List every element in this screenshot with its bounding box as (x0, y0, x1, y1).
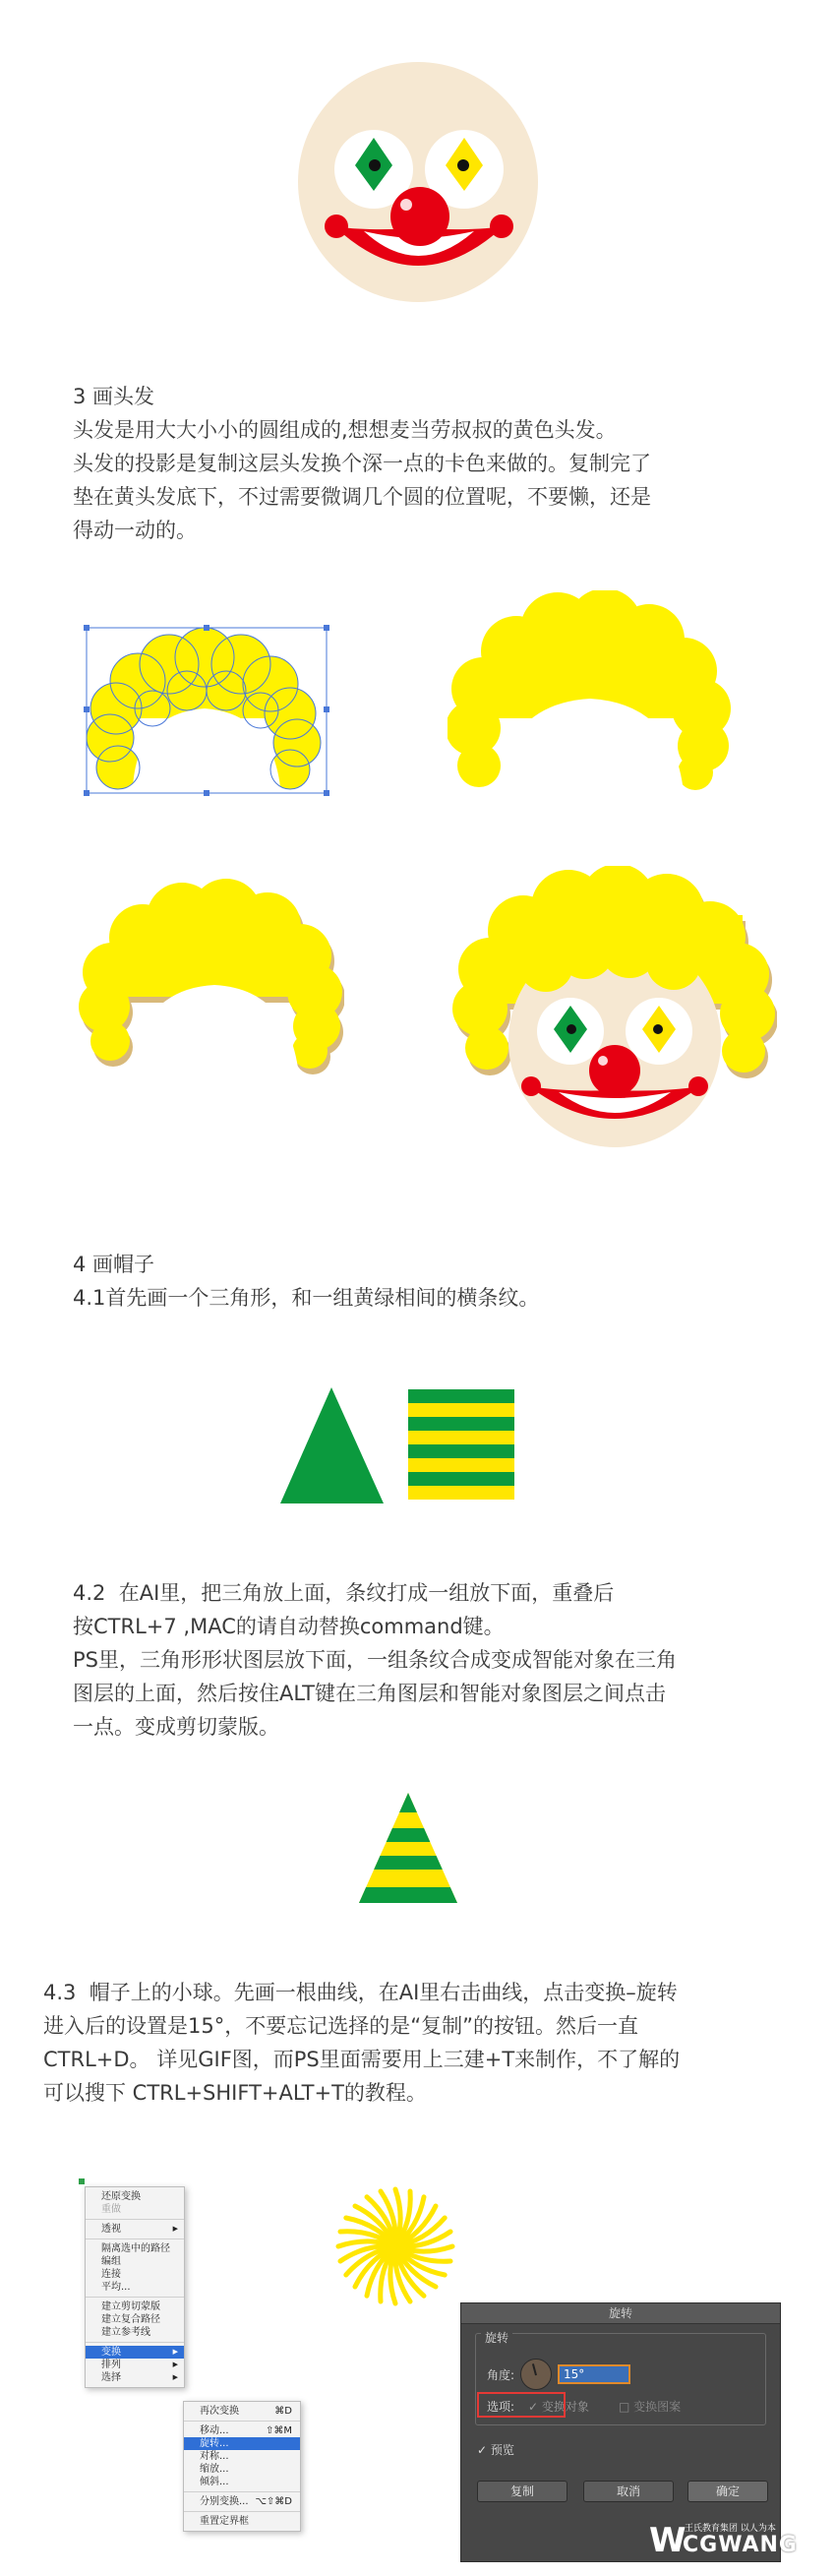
shortcut-label: ⇧⌘M (265, 2425, 292, 2436)
submenu-item-label: 缩放... (200, 2464, 229, 2475)
transform-submenu (183, 2401, 301, 2532)
menu-separator (86, 2219, 184, 2220)
submenu-item-label: 分别变换... (200, 2496, 249, 2507)
submenu-item-label: 再次变换 (200, 2406, 239, 2417)
section43-line-1: 4.3 帽子上的小球。先画一根曲线，在AI里右击曲线，点击变换–旋转 (43, 1981, 678, 2004)
section3-line-1: 头发是用大大小小的圆组成的,想想麦当劳叔叔的黄色头发。 (73, 418, 617, 442)
transform-objects-check[interactable]: ✓ 变换对象 (528, 2400, 589, 2414)
context-menu-item[interactable] (86, 2281, 184, 2294)
context-menu-item[interactable] (86, 2203, 184, 2216)
menu-separator (184, 2421, 300, 2422)
watermark (649, 2517, 826, 2566)
context-menu-item[interactable] (86, 2313, 184, 2326)
transform-pattern-label: 变换图案 (633, 2400, 682, 2414)
clown-face-top (295, 59, 541, 305)
context-menu-item[interactable] (86, 2223, 184, 2236)
context-menu-item-label: 排列 (101, 2360, 121, 2370)
submenu-arrow-icon: ▶ (172, 2348, 178, 2356)
angle-dial[interactable] (520, 2359, 552, 2390)
shortcut-label: ⌥⇧⌘D (255, 2496, 292, 2507)
context-menu-item-label: 选择 (101, 2372, 121, 2383)
context-menu-item-label: 变换 (101, 2347, 121, 2358)
submenu-item[interactable] (184, 2515, 300, 2528)
angle-input[interactable] (558, 2364, 630, 2384)
context-menu (85, 2186, 185, 2388)
menu-separator (184, 2491, 300, 2492)
hair-illustration (448, 590, 733, 792)
submenu-item-label: 旋转... (200, 2438, 229, 2449)
rotate-group-label: 旋转 (481, 2329, 512, 2346)
cancel-button[interactable]: 取消 (583, 2481, 674, 2502)
highlight-box (477, 2392, 566, 2418)
context-menu-item-label: 建立复合路径 (101, 2314, 160, 2325)
submenu-item-label: 倾斜... (200, 2477, 229, 2487)
context-menu-item-label: 连接 (101, 2269, 121, 2280)
context-menu-item[interactable] (86, 2346, 184, 2359)
section43-line-3: CTRL+D。 详见GIF图，而PS里面需要用上三建+T来制作，不了解的 (43, 2048, 681, 2071)
hair-with-shadow-illustration (79, 879, 344, 1075)
watermark-logo-icon: W (649, 2521, 687, 2560)
transform-pattern-check[interactable]: □ 变换图案 (619, 2400, 682, 2414)
watermark-tagline: 王氏教育集团 以人为本 (685, 2524, 776, 2534)
options-label: 选项: (487, 2400, 515, 2414)
menu-separator (86, 2342, 184, 2343)
submenu-item-label: 重置定界框 (200, 2516, 249, 2527)
context-menu-item-label: 隔离选中的路径 (101, 2243, 170, 2254)
submenu-item-label: 对称... (200, 2451, 229, 2462)
context-menu-item[interactable] (86, 2255, 184, 2268)
section3-line-4: 得动一动的。 (73, 519, 197, 542)
context-menu-item[interactable] (86, 2371, 184, 2384)
section43-line-2: 进入后的设置是15°，不要忘记选择的是“复制”的按钮。然后一直 (43, 2014, 638, 2038)
section4-heading: 4 画帽子 (73, 1253, 155, 1276)
context-menu-item-label: 建立参考线 (101, 2327, 150, 2338)
rotate-dialog-title: 旋转 (461, 2303, 780, 2324)
submenu-item[interactable] (184, 2476, 300, 2488)
context-menu-item-label: 建立剪切蒙版 (101, 2301, 160, 2312)
ok-button[interactable]: 确定 (687, 2481, 768, 2502)
section4-line-1: 4.1首先画一个三角形，和一组黄绿相间的横条纹。 (73, 1286, 540, 1310)
submenu-item[interactable] (184, 2463, 300, 2476)
submenu-arrow-icon: ▶ (172, 2373, 178, 2381)
context-menu-item[interactable] (86, 2242, 184, 2255)
section42-line-3: PS里，三角形形状图层放下面，一组条纹合成变成智能对象在三角 (73, 1648, 677, 1672)
angle-label: 角度: (487, 2368, 515, 2382)
hair-selected-illustration (79, 620, 334, 797)
preview-label: 预览 (490, 2443, 514, 2457)
transform-objects-label: 变换对象 (541, 2400, 589, 2414)
context-menu-item-label: 平均... (101, 2282, 131, 2293)
sunburst-center (382, 2233, 409, 2260)
context-menu-item[interactable] (86, 2300, 184, 2313)
section3-line-3: 垫在黄头发底下，不过需要微调几个圆的位置呢，不要懒，还是 (73, 485, 651, 509)
section42-line-5: 一点。变成剪切蒙版。 (73, 1715, 279, 1739)
submenu-item[interactable] (184, 2405, 300, 2418)
context-menu-item-label: 透视 (101, 2224, 121, 2235)
context-menu-item[interactable] (86, 2190, 184, 2203)
submenu-arrow-icon: ▶ (172, 2361, 178, 2368)
section43-line-4: 可以搜下 CTRL+SHIFT+ALT+T的教程。 (43, 2081, 427, 2105)
section3-heading: 3 画头发 (73, 385, 155, 408)
submenu-item[interactable] (184, 2495, 300, 2508)
submenu-item[interactable] (184, 2450, 300, 2463)
submenu-item[interactable] (184, 2437, 300, 2450)
preview-check[interactable]: ✓ 预览 (477, 2443, 514, 2457)
section42-line-4: 图层的上面，然后按住ALT键在三角图层和智能对象图层之间点击 (73, 1682, 666, 1705)
cursor-marker (79, 2178, 85, 2184)
context-menu-item-label: 还原变换 (101, 2191, 141, 2202)
context-menu-item[interactable] (86, 2326, 184, 2339)
watermark-brand: CGWANG (683, 2533, 798, 2557)
submenu-item[interactable] (184, 2424, 300, 2437)
striped-triangle (359, 1793, 457, 1903)
shortcut-label: ⌘D (274, 2406, 292, 2417)
context-menu-item[interactable] (86, 2268, 184, 2281)
pompom-sunburst (331, 2182, 459, 2310)
context-menu-item-label: 编组 (101, 2256, 121, 2267)
menu-separator (86, 2297, 184, 2298)
green-triangle (280, 1387, 384, 1503)
striped-square (408, 1389, 514, 1500)
copy-button[interactable]: 复制 (477, 2481, 567, 2502)
submenu-arrow-icon: ▶ (172, 2225, 178, 2233)
context-menu-item-label: 重做 (101, 2204, 121, 2215)
section42-line-2: 按CTRL+7 ,MAC的请自动替换command键。 (73, 1615, 505, 1638)
section42-line-1: 4.2 在AI里，把三角放上面，条纹打成一组放下面，重叠后 (73, 1581, 615, 1605)
submenu-item-label: 移动... (200, 2425, 229, 2436)
menu-separator (184, 2511, 300, 2512)
clown-with-hair-illustration (452, 866, 777, 1151)
context-menu-item[interactable] (86, 2359, 184, 2371)
section3-line-2: 头发的投影是复制这层头发换个深一点的卡色来做的。复制完了 (73, 452, 651, 475)
